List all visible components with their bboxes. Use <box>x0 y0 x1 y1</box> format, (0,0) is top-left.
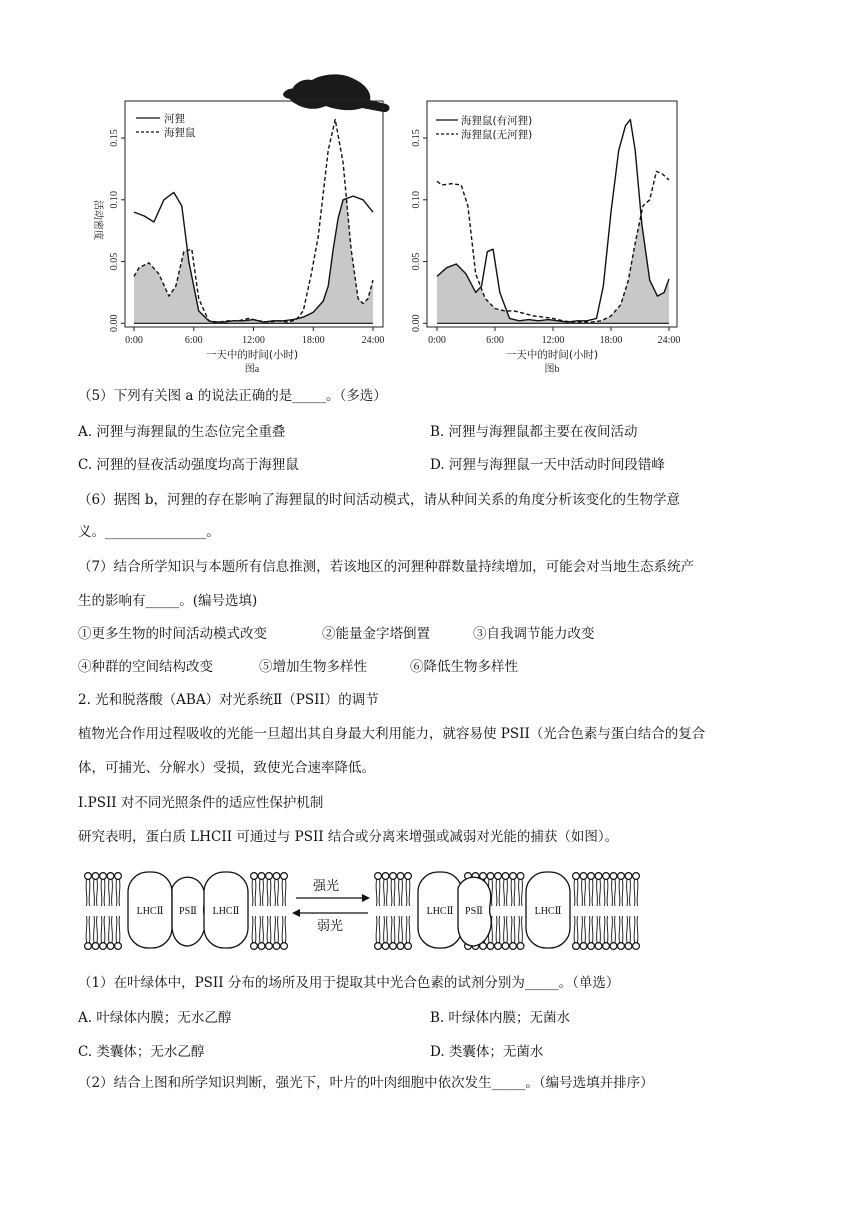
q7-choice-6: ⑥降低生物多样性 <box>410 659 518 675</box>
y-tick-label: 0.10 <box>109 191 120 209</box>
lipid-tail <box>607 879 608 906</box>
lipid-tail <box>376 879 377 906</box>
light-arrows <box>292 878 370 934</box>
x-tick-label: 24:00 <box>361 335 385 346</box>
lipid-tail <box>267 916 268 943</box>
lipid-head <box>390 943 397 950</box>
lipid-tail <box>612 879 613 906</box>
lipid-tail <box>637 916 638 943</box>
lipid-head <box>107 873 114 880</box>
lipid-head <box>510 943 517 950</box>
lipid-tail <box>511 916 512 943</box>
lipid-tail <box>109 879 110 906</box>
lipid-head <box>115 873 122 880</box>
lipid-tail <box>615 916 616 943</box>
lipid-head <box>502 873 509 880</box>
lipid-tail <box>379 916 380 943</box>
lipid-head <box>258 873 265 880</box>
lipid-head <box>100 873 107 880</box>
lipid-tail <box>409 916 410 943</box>
lipid-head <box>618 943 625 950</box>
legend-b-series-1: 海狸鼠(有河狸) <box>461 115 533 127</box>
lipid-tail <box>511 879 512 906</box>
lipid-tail <box>504 916 505 943</box>
lipid-tail <box>252 916 253 943</box>
figure-b-y-ticks <box>411 129 427 332</box>
left-psii-label: PSⅡ <box>179 906 197 917</box>
lipid-head <box>595 943 602 950</box>
lipid-tail <box>499 916 500 943</box>
figure-a-y-label: 活动密度 <box>92 200 103 240</box>
lipid-tail <box>507 879 508 906</box>
lipid-tail <box>278 916 279 943</box>
lipid-tail <box>597 916 598 943</box>
section-2-subtitle: Ⅰ.PSII 对不同光照条件的适应性保护机制 <box>78 795 324 811</box>
lipid-tail <box>514 879 515 906</box>
lipid-head <box>266 943 273 950</box>
lipid-tail <box>600 879 601 906</box>
lipid-tail <box>577 916 578 943</box>
lipid-head <box>580 943 587 950</box>
lipid-head <box>85 943 92 950</box>
left-complex <box>128 872 248 948</box>
q5-option-b[interactable]: B. 河狸与海狸鼠都主要在夜间活动 <box>430 424 638 440</box>
q6-line-2: 义。_______________。 <box>78 524 220 540</box>
lipid-head <box>266 873 273 880</box>
lipid-head <box>595 873 602 880</box>
x-tick-label: 0:00 <box>428 335 446 346</box>
lipid-tail <box>104 879 105 906</box>
lipid-tail <box>402 916 403 943</box>
lipid-tail <box>384 916 385 943</box>
lipid-tail <box>275 916 276 943</box>
lipid-tail <box>252 879 253 906</box>
right-lhcii-2-label: LHCⅡ <box>534 906 562 917</box>
lipid-head <box>603 943 610 950</box>
y-tick-label: 0.15 <box>411 129 422 147</box>
lipid-tail <box>499 879 500 906</box>
lipid-tail <box>504 879 505 906</box>
lipid-tail <box>109 916 110 943</box>
lipid-tail <box>255 879 256 906</box>
lipid-head <box>610 943 617 950</box>
lipid-tail <box>379 879 380 906</box>
figure-a-label: 图a <box>244 364 260 375</box>
lipid-tail <box>387 916 388 943</box>
q1-option-d[interactable]: D. 类囊体；无菌水 <box>430 1044 544 1060</box>
lipid-head <box>382 943 389 950</box>
lipid-tail <box>522 879 523 906</box>
q5-stem: （5）下列有关图 a 的说法正确的是_____。（多选） <box>78 388 387 404</box>
lipid-head <box>610 873 617 880</box>
lipid-head <box>495 943 502 950</box>
overlap-area <box>437 215 669 323</box>
x-tick-label: 6:00 <box>184 335 203 346</box>
lipid-tail <box>577 879 578 906</box>
lipid-tail <box>597 879 598 906</box>
lipid-tail <box>116 879 117 906</box>
lipid-tail <box>255 916 256 943</box>
lipid-tail <box>492 879 493 906</box>
section-2-intro-2: 体，可捕光、分解水）受损，致使光合速率降低。 <box>78 760 375 776</box>
lipid-tail <box>394 879 395 906</box>
figure-b-legend <box>436 114 532 141</box>
figure-b-x-label: 一天中的时间(小时) <box>505 349 599 361</box>
lipid-head <box>251 943 258 950</box>
q7-line-1: （7）结合所学知识与本题所有信息推测，若该地区的河狸种群数量持续增加，可能会对当地生态系统产 <box>78 559 695 575</box>
lipid-head <box>390 873 397 880</box>
legend-a-series-1: 河狸 <box>164 113 185 125</box>
lipid-head <box>251 873 258 880</box>
lipid-tail <box>112 879 113 906</box>
figure-b-label: 图b <box>544 364 560 375</box>
figure-b-x-ticks <box>428 327 680 346</box>
right-complex <box>418 872 570 948</box>
lipid-tail <box>634 916 635 943</box>
lipid-tail <box>260 916 261 943</box>
lipid-head <box>281 873 288 880</box>
lipid-tail <box>282 916 283 943</box>
lipid-tail <box>627 879 628 906</box>
lipid-tail <box>522 916 523 943</box>
q7-choice-2: ②能量金字塔倒置 <box>322 626 430 642</box>
lipid-head <box>281 943 288 950</box>
lipid-tail <box>97 916 98 943</box>
lipid-tail <box>285 879 286 906</box>
lipid-tail <box>574 879 575 906</box>
q5-option-d[interactable]: D. 河狸与海狸鼠一天中活动时间段错峰 <box>430 457 665 473</box>
lipid-head <box>405 943 412 950</box>
lipid-tail <box>630 879 631 906</box>
lipid-tail <box>585 916 586 943</box>
lipid-tail <box>391 916 392 943</box>
lipid-head <box>375 943 382 950</box>
q7-choice-1: ①更多生物的时间活动模式改变 <box>78 626 267 642</box>
q1-option-b[interactable]: B. 叶绿体内膜；无菌水 <box>430 1010 571 1026</box>
x-tick-label: 6:00 <box>486 335 504 346</box>
lipid-tail <box>615 879 616 906</box>
lipid-head <box>633 943 640 950</box>
lipid-tail <box>622 916 623 943</box>
q7-line-2: 生的影响有_____。(编号选填) <box>78 593 258 609</box>
lipid-tail <box>86 879 87 906</box>
lipid-tail <box>582 916 583 943</box>
lipid-head <box>618 873 625 880</box>
lipid-head <box>397 943 404 950</box>
lipid-tail <box>263 916 264 943</box>
lipid-head <box>405 873 412 880</box>
lipid-tail <box>376 916 377 943</box>
lipid-head <box>273 873 280 880</box>
x-tick-label: 12:00 <box>541 335 565 346</box>
lipid-head <box>495 873 502 880</box>
lipid-tail <box>519 916 520 943</box>
q1-stem: （1）在叶绿体中，PSII 分布的场所及用于提取其中光合色素的试剂分别为_____。（单选） <box>78 975 620 991</box>
lipid-tail <box>406 916 407 943</box>
lipid-tail <box>101 879 102 906</box>
lipid-head <box>115 943 122 950</box>
lipid-tail <box>104 916 105 943</box>
lipid-head <box>107 943 114 950</box>
lipid-head <box>92 943 99 950</box>
lipid-tail <box>592 879 593 906</box>
lipid-tail <box>263 879 264 906</box>
lipid-tail <box>622 879 623 906</box>
lipid-tail <box>582 879 583 906</box>
legend-b-series-2: 海狸鼠(无河狸) <box>461 129 533 141</box>
lipid-tail <box>101 916 102 943</box>
lipid-tail <box>270 916 271 943</box>
y-tick-label: 0.15 <box>109 129 120 147</box>
lipid-tail <box>589 916 590 943</box>
lipid-tail <box>604 916 605 943</box>
lipid-tail <box>402 879 403 906</box>
lipid-tail <box>119 916 120 943</box>
lipid-tail <box>634 879 635 906</box>
lhcii-psii-membrane-diagram <box>78 866 728 956</box>
lipid-head <box>510 873 517 880</box>
lipid-tail <box>89 916 90 943</box>
lipid-tail <box>399 879 400 906</box>
lipid-tail <box>574 916 575 943</box>
lipid-tail <box>112 916 113 943</box>
lipid-tail <box>409 879 410 906</box>
figure-b-plot <box>437 120 669 324</box>
lipid-tail <box>519 879 520 906</box>
lipid-head <box>375 873 382 880</box>
x-tick-label: 0:00 <box>125 335 143 346</box>
beaver-silhouette-icon <box>283 74 390 112</box>
lipid-tail <box>627 916 628 943</box>
lipid-tail <box>604 879 605 906</box>
q5-option-c[interactable]: C. 河狸的昼夜活动强度均高于海狸鼠 <box>78 457 299 473</box>
lipid-tail <box>94 916 95 943</box>
lipid-tail <box>384 879 385 906</box>
q7-choice-5: ⑤增加生物多样性 <box>259 659 367 675</box>
lipid-tail <box>116 916 117 943</box>
q1-option-c[interactable]: C. 类囊体；无水乙醇 <box>78 1044 205 1060</box>
lipid-head <box>633 873 640 880</box>
weak-light-label: 弱光 <box>316 919 344 934</box>
figure-a-y-ticks <box>109 129 125 332</box>
figure-a-x-ticks <box>125 327 384 346</box>
lipid-head <box>580 873 587 880</box>
lipid-tail <box>592 916 593 943</box>
right-lhcii-1-label: LHCⅡ <box>426 906 454 917</box>
figure-a-x-label: 一天中的时间(小时) <box>205 349 299 361</box>
lipid-head <box>100 943 107 950</box>
x-tick-label: 18:00 <box>599 335 623 346</box>
y-tick-label: 0.00 <box>411 314 422 333</box>
lipid-tail <box>514 916 515 943</box>
lipid-head <box>487 943 494 950</box>
lipid-tail <box>585 879 586 906</box>
lipid-head <box>273 943 280 950</box>
lipid-head <box>588 943 595 950</box>
figure-a-legend <box>136 113 196 139</box>
lipid-tail <box>637 879 638 906</box>
lipid-tail <box>391 879 392 906</box>
lipid-head <box>603 873 610 880</box>
lipid-tail <box>94 879 95 906</box>
q2-stem: （2）结合上图和所学知识判断，强光下，叶片的叶肉细胞中依次发生_____。（编号选填并排序） <box>78 1075 654 1091</box>
lipid-tail <box>89 879 90 906</box>
lipid-tail <box>589 879 590 906</box>
lipid-tail <box>267 879 268 906</box>
lipid-tail <box>612 916 613 943</box>
lipid-tail <box>619 879 620 906</box>
lipid-tail <box>507 916 508 943</box>
y-tick-label: 0.05 <box>109 252 120 271</box>
lipid-head <box>397 873 404 880</box>
lipid-head <box>573 943 580 950</box>
lipid-tail <box>406 879 407 906</box>
lipid-head <box>85 873 92 880</box>
right-psii-label: PSⅡ <box>465 906 483 917</box>
lipid-tail <box>260 879 261 906</box>
lipid-head <box>92 873 99 880</box>
x-tick-label: 24:00 <box>657 335 681 346</box>
q7-choice-4: ④种群的空间结构改变 <box>78 659 213 675</box>
lipid-head <box>573 873 580 880</box>
lipid-tail <box>496 916 497 943</box>
lipid-tail <box>630 916 631 943</box>
overlap-area <box>134 199 373 324</box>
lipid-tail <box>282 879 283 906</box>
x-tick-label: 18:00 <box>301 335 325 346</box>
x-tick-label: 12:00 <box>242 335 265 346</box>
lipid-tail <box>387 879 388 906</box>
lipid-tail <box>607 916 608 943</box>
y-tick-label: 0.10 <box>411 191 422 209</box>
lipid-tail <box>270 879 271 906</box>
lipid-tail <box>278 879 279 906</box>
section-2-description: 研究表明，蛋白质 LHCII 可通过与 PSII 结合或分离来增强或减弱对光能的捕获（如图）。 <box>78 829 619 845</box>
lipid-head <box>625 943 632 950</box>
lipid-head <box>487 873 494 880</box>
left-lhcii-2-label: LHCⅡ <box>212 906 240 917</box>
lipid-head <box>258 943 265 950</box>
lipid-head <box>502 943 509 950</box>
lipid-head <box>382 873 389 880</box>
lipid-tail <box>619 916 620 943</box>
left-lhcii-1-label: LHCⅡ <box>136 906 164 917</box>
lipid-tail <box>119 879 120 906</box>
y-tick-label: 0.05 <box>411 252 422 271</box>
q6-line-1: （6）据图 b，河狸的存在影响了海狸鼠的时间活动模式，请从种间关系的角度分析该变化的生物学意 <box>78 492 681 508</box>
lipid-tail <box>600 916 601 943</box>
figure-a-plot <box>134 120 373 324</box>
lipid-head <box>517 873 524 880</box>
lipid-tail <box>496 879 497 906</box>
q7-choice-3: ③自我调节能力改变 <box>473 626 595 642</box>
lipid-head <box>588 873 595 880</box>
lipid-head <box>625 873 632 880</box>
lipid-tail <box>86 916 87 943</box>
q1-option-a[interactable]: A. 叶绿体内膜；无水乙醇 <box>78 1010 232 1026</box>
legend-a-series-2: 海狸鼠 <box>164 127 196 139</box>
lipid-tail <box>399 916 400 943</box>
beaver-nutria-figures <box>0 0 860 380</box>
lipid-tail <box>275 879 276 906</box>
strong-light-label: 强光 <box>312 879 340 894</box>
lipid-tail <box>97 879 98 906</box>
q5-option-a[interactable]: A. 河狸与海狸鼠的生态位完全重叠 <box>78 424 286 440</box>
section-2-intro-1: 植物光合作用过程吸收的光能一旦超出其自身最大利用能力，就容易使 PSII（光合色素与蛋白结合的复合 <box>78 726 706 742</box>
y-tick-label: 0.00 <box>109 314 120 333</box>
lipid-head <box>517 943 524 950</box>
section-2-title: 2. 光和脱落酸（ABA）对光系统Ⅱ（PSII）的调节 <box>78 692 379 708</box>
lipid-tail <box>394 916 395 943</box>
lipid-tail <box>285 916 286 943</box>
